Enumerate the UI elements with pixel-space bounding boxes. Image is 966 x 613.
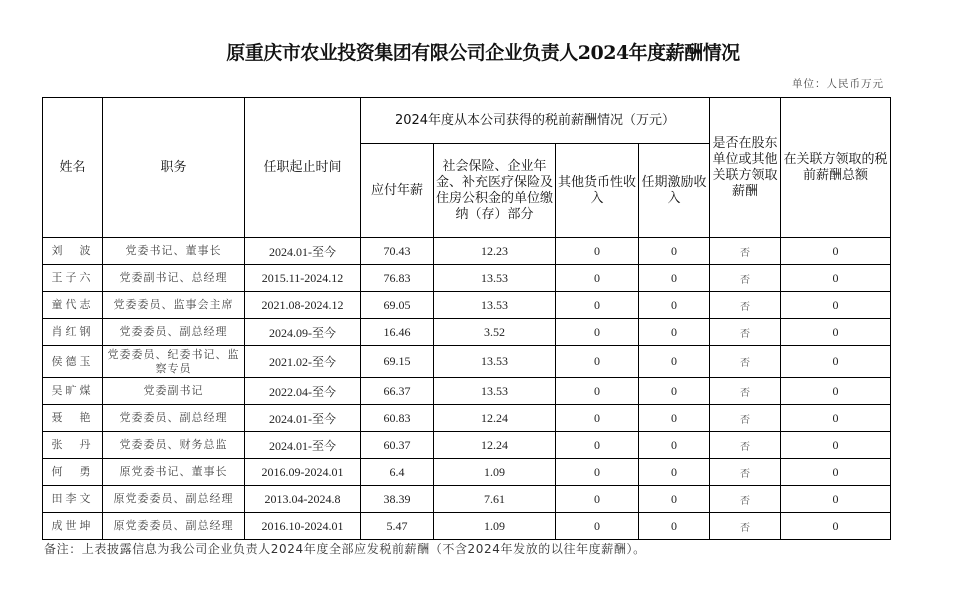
cell-related-flag: 否	[710, 486, 781, 513]
cell-name: 田李文	[43, 486, 103, 513]
cell-name: 成世坤	[43, 513, 103, 540]
cell-other-income: 0	[556, 513, 639, 540]
cell-term: 2024.01-至今	[245, 238, 361, 265]
cell-name: 刘 波	[43, 238, 103, 265]
cell-incentive: 0	[639, 459, 710, 486]
cell-term: 2022.04-至今	[245, 378, 361, 405]
cell-related-amount: 0	[781, 238, 891, 265]
table-row	[43, 319, 891, 346]
cell-salary: 60.83	[361, 405, 434, 432]
header-compensation-group: 2024年度从本公司获得的税前薪酬情况（万元）	[361, 98, 710, 144]
cell-incentive: 0	[639, 405, 710, 432]
cell-name: 王子六	[43, 265, 103, 292]
header-role: 职务	[103, 98, 245, 238]
cell-related-flag: 否	[710, 319, 781, 346]
cell-insurance: 7.61	[434, 486, 556, 513]
header-related-flag: 是否在股东单位或其他关联方领取薪酬	[710, 98, 781, 238]
cell-incentive: 0	[639, 486, 710, 513]
cell-name: 肖红钢	[43, 319, 103, 346]
cell-related-amount: 0	[781, 432, 891, 459]
cell-insurance: 3.52	[434, 319, 556, 346]
cell-related-flag: 否	[710, 292, 781, 319]
table-row	[43, 513, 891, 540]
cell-related-amount: 0	[781, 378, 891, 405]
cell-related-flag: 否	[710, 238, 781, 265]
table-row	[43, 459, 891, 486]
cell-salary: 16.46	[361, 319, 434, 346]
cell-term: 2024.01-至今	[245, 432, 361, 459]
cell-related-amount: 0	[781, 319, 891, 346]
cell-related-flag: 否	[710, 513, 781, 540]
cell-role: 党委委员、财务总监	[103, 432, 245, 459]
cell-role: 党委委员、监事会主席	[103, 292, 245, 319]
table-row	[43, 346, 891, 378]
cell-related-amount: 0	[781, 486, 891, 513]
compensation-table	[42, 97, 891, 540]
header-insurance: 社会保险、企业年金、补充医疗保险及住房公积金的单位缴纳（存）部分	[434, 144, 556, 238]
cell-role: 原党委委员、副总经理	[103, 513, 245, 540]
cell-salary: 60.37	[361, 432, 434, 459]
cell-other-income: 0	[556, 486, 639, 513]
cell-incentive: 0	[639, 432, 710, 459]
cell-other-income: 0	[556, 265, 639, 292]
cell-insurance: 13.53	[434, 378, 556, 405]
cell-term: 2024.09-至今	[245, 319, 361, 346]
cell-role: 原党委委员、副总经理	[103, 486, 245, 513]
unit-label: 单位：人民币万元	[792, 78, 884, 90]
cell-term: 2024.01-至今	[245, 405, 361, 432]
table-row	[43, 238, 891, 265]
cell-incentive: 0	[639, 346, 710, 378]
cell-incentive: 0	[639, 292, 710, 319]
cell-incentive: 0	[639, 319, 710, 346]
cell-other-income: 0	[556, 319, 639, 346]
table-row	[43, 405, 891, 432]
cell-related-amount: 0	[781, 405, 891, 432]
cell-salary: 69.15	[361, 346, 434, 378]
cell-role: 党委委员、纪委书记、监察专员	[103, 346, 245, 378]
cell-related-flag: 否	[710, 346, 781, 378]
cell-incentive: 0	[639, 238, 710, 265]
cell-related-amount: 0	[781, 265, 891, 292]
cell-related-amount: 0	[781, 346, 891, 378]
cell-related-amount: 0	[781, 513, 891, 540]
cell-other-income: 0	[556, 378, 639, 405]
cell-role: 原党委书记、董事长	[103, 459, 245, 486]
header-name: 姓名	[43, 98, 103, 238]
cell-related-flag: 否	[710, 378, 781, 405]
cell-other-income: 0	[556, 238, 639, 265]
header-incentive: 任期激励收入	[639, 144, 710, 238]
cell-salary: 66.37	[361, 378, 434, 405]
footnote: 备注：上表披露信息为我公司企业负责人2024年度全部应发税前薪酬（不含2024年发放的以往年度薪酬）。	[44, 542, 646, 556]
page-title: 原重庆市农业投资集团有限公司企业负责人2024年度薪酬情况	[226, 42, 740, 64]
cell-term: 2013.04-2024.8	[245, 486, 361, 513]
cell-name: 张 丹	[43, 432, 103, 459]
header-other-income: 其他货币性收入	[556, 144, 639, 238]
cell-insurance: 1.09	[434, 513, 556, 540]
cell-related-flag: 否	[710, 432, 781, 459]
cell-incentive: 0	[639, 378, 710, 405]
cell-role: 党委副书记、总经理	[103, 265, 245, 292]
cell-name: 何 勇	[43, 459, 103, 486]
cell-related-amount: 0	[781, 459, 891, 486]
cell-incentive: 0	[639, 513, 710, 540]
cell-term: 2016.09-2024.01	[245, 459, 361, 486]
table-row	[43, 265, 891, 292]
cell-salary: 5.47	[361, 513, 434, 540]
table-row	[43, 292, 891, 319]
cell-role: 党委委员、副总经理	[103, 319, 245, 346]
cell-name: 童代志	[43, 292, 103, 319]
cell-insurance: 12.24	[434, 432, 556, 459]
cell-other-income: 0	[556, 292, 639, 319]
cell-name: 吴旷煤	[43, 378, 103, 405]
cell-name: 聂 艳	[43, 405, 103, 432]
cell-related-flag: 否	[710, 405, 781, 432]
cell-insurance: 12.23	[434, 238, 556, 265]
cell-term: 2021.02-至今	[245, 346, 361, 378]
cell-insurance: 13.53	[434, 346, 556, 378]
cell-other-income: 0	[556, 432, 639, 459]
table-row	[43, 486, 891, 513]
cell-salary: 70.43	[361, 238, 434, 265]
cell-role: 党委委员、副总经理	[103, 405, 245, 432]
cell-term: 2016.10-2024.01	[245, 513, 361, 540]
cell-insurance: 12.24	[434, 405, 556, 432]
cell-other-income: 0	[556, 346, 639, 378]
cell-insurance: 1.09	[434, 459, 556, 486]
header-term: 任职起止时间	[245, 98, 361, 238]
cell-term: 2021.08-2024.12	[245, 292, 361, 319]
cell-related-flag: 否	[710, 265, 781, 292]
cell-salary: 69.05	[361, 292, 434, 319]
cell-name: 侯德玉	[43, 346, 103, 378]
table-row	[43, 378, 891, 405]
table-row	[43, 432, 891, 459]
cell-term: 2015.11-2024.12	[245, 265, 361, 292]
cell-other-income: 0	[556, 459, 639, 486]
cell-other-income: 0	[556, 405, 639, 432]
cell-insurance: 13.53	[434, 292, 556, 319]
cell-role: 党委书记、董事长	[103, 238, 245, 265]
header-related-amount: 在关联方领取的税前薪酬总额	[781, 98, 891, 238]
cell-related-flag: 否	[710, 459, 781, 486]
cell-salary: 76.83	[361, 265, 434, 292]
cell-role: 党委副书记	[103, 378, 245, 405]
cell-incentive: 0	[639, 265, 710, 292]
cell-related-amount: 0	[781, 292, 891, 319]
cell-insurance: 13.53	[434, 265, 556, 292]
cell-salary: 6.4	[361, 459, 434, 486]
header-salary: 应付年薪	[361, 144, 434, 238]
cell-salary: 38.39	[361, 486, 434, 513]
